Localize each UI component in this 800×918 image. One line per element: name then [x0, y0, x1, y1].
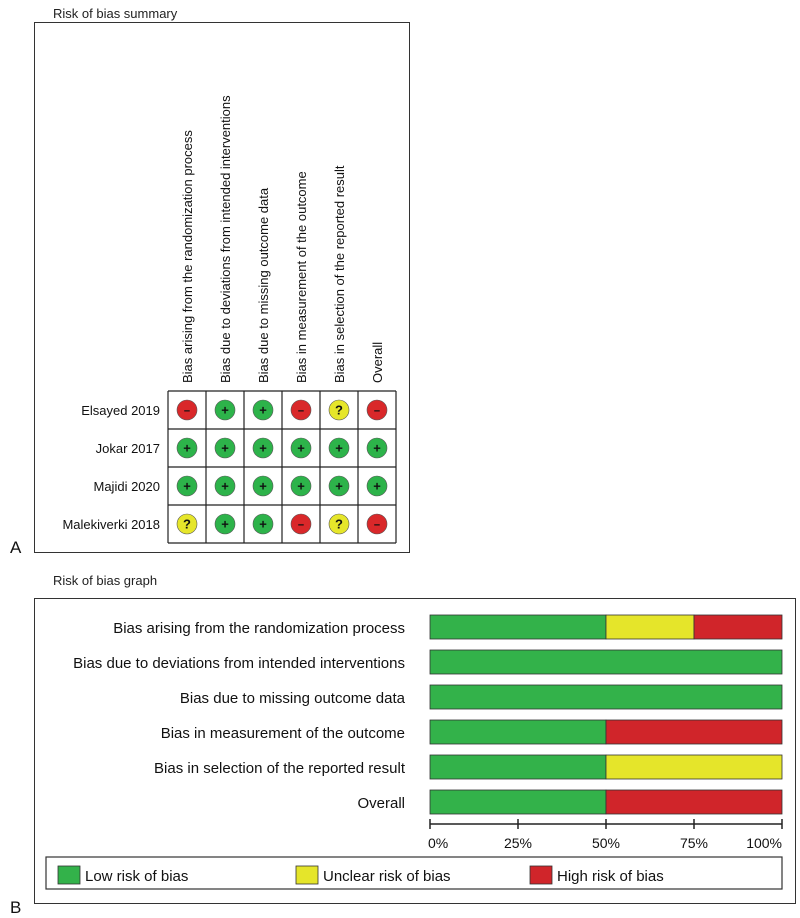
x-tick-label: 50% [591, 835, 621, 851]
low-risk-symbol: + [259, 478, 267, 494]
summary-grid [168, 391, 396, 543]
category-label: Bias in measurement of the outcome [160, 725, 405, 742]
low-bar-segment [430, 790, 606, 814]
panel-b-letter: B [10, 898, 22, 917]
category-label: Bias due to deviations from intended interventions [73, 655, 405, 672]
high-risk-symbol: − [297, 405, 305, 418]
graph-caption: Risk of bias graph [53, 573, 158, 588]
x-tick-label: 100% [746, 835, 782, 851]
low-risk-symbol: + [259, 402, 267, 418]
low-risk-symbol: + [221, 478, 229, 494]
low-bar-segment [430, 685, 782, 709]
high-bar-segment [606, 720, 782, 744]
low-risk-symbol: + [297, 478, 305, 494]
low-legend-label: Low risk of bias [85, 868, 189, 885]
low-risk-symbol: + [183, 478, 191, 494]
high-bar-segment [694, 615, 782, 639]
category-label: Bias due to missing outcome data [179, 690, 405, 707]
high-bar-segment [606, 790, 782, 814]
high-risk-symbol: − [297, 519, 305, 532]
low-risk-symbol: + [183, 440, 191, 456]
column-header: Bias arising from the randomization process [180, 130, 195, 383]
low-bar-segment [430, 650, 782, 674]
category-label: Bias in selection of the reported result [154, 760, 405, 777]
study-label: Malekiverki 2018 [62, 517, 160, 532]
low-risk-symbol: + [221, 516, 229, 532]
panel-a-letter: A [10, 538, 22, 557]
low-risk-symbol: + [335, 478, 343, 494]
high-risk-symbol: − [183, 405, 191, 418]
low-risk-symbol: + [259, 440, 267, 456]
x-tick-label: 25% [503, 835, 533, 851]
category-label: Bias arising from the randomization process [113, 620, 405, 637]
unclear-risk-symbol: ? [183, 516, 191, 532]
low-risk-symbol: + [221, 402, 229, 418]
x-tick-label: 75% [679, 835, 709, 851]
unclear-risk-symbol: ? [335, 402, 343, 418]
low-risk-symbol: + [221, 440, 229, 456]
study-label: Majidi 2020 [93, 479, 160, 494]
legend [46, 857, 782, 889]
low-bar-segment [430, 755, 606, 779]
low-legend-swatch [58, 866, 80, 884]
low-risk-symbol: + [373, 440, 381, 456]
low-risk-symbol: + [373, 478, 381, 494]
column-header: Bias in selection of the reported result [332, 165, 347, 383]
category-label: Overall [357, 795, 405, 812]
unclear-bar-segment [606, 615, 694, 639]
unclear-bar-segment [606, 755, 782, 779]
low-risk-symbol: + [335, 440, 343, 456]
low-risk-symbol: + [259, 516, 267, 532]
unclear-legend-label: Unclear risk of bias [323, 868, 451, 885]
high-legend-swatch [530, 866, 552, 884]
low-risk-symbol: + [297, 440, 305, 456]
unclear-risk-symbol: ? [335, 516, 343, 532]
high-risk-symbol: − [373, 405, 381, 418]
column-header: Bias due to deviations from intended interventions [218, 95, 233, 383]
column-header: Bias in measurement of the outcome [294, 171, 309, 383]
summary-caption: Risk of bias summary [53, 6, 178, 21]
low-bar-segment [430, 615, 606, 639]
unclear-legend-swatch [296, 866, 318, 884]
low-bar-segment [430, 720, 606, 744]
x-tick-label: 0% [428, 835, 449, 851]
risk-graph-chart [0, 590, 800, 910]
column-header: Overall [370, 341, 385, 383]
study-label: Elsayed 2019 [81, 403, 160, 418]
column-header: Bias due to missing outcome data [256, 187, 271, 383]
high-risk-symbol: − [373, 519, 381, 532]
high-legend-label: High risk of bias [557, 868, 664, 885]
study-label: Jokar 2017 [95, 441, 160, 456]
